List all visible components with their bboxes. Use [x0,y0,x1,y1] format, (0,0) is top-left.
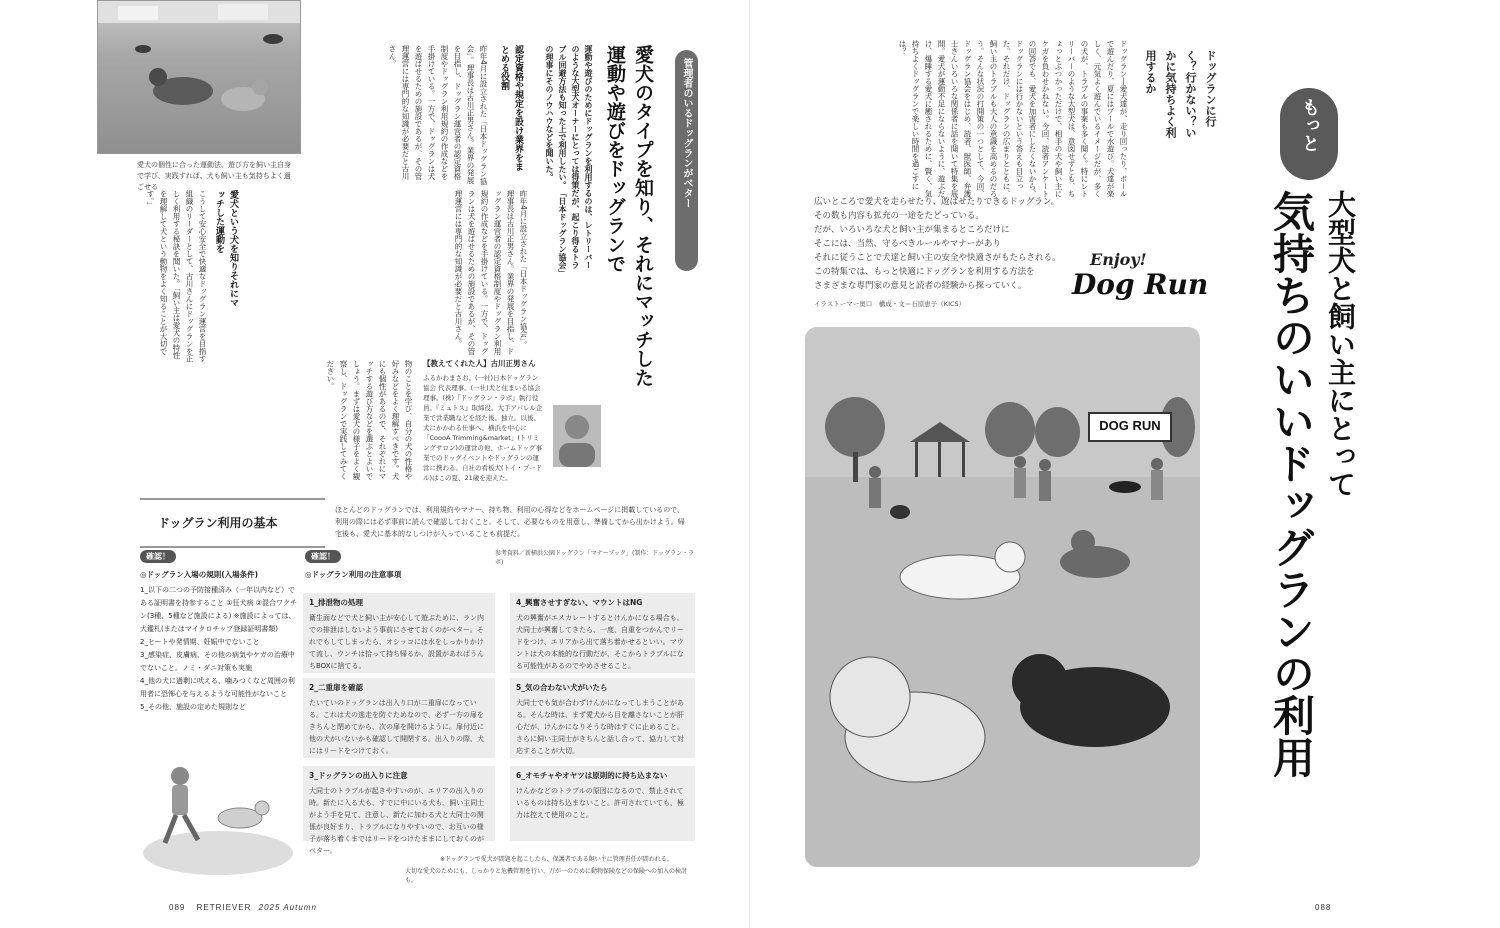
teaser: ドッグランに行く？行かない？いかに気持ちよく利用するか [1144,50,1217,138]
left-page-number: 089 [169,903,186,912]
motto-label: もっと [1299,98,1320,152]
left-folio [169,903,317,912]
dog-run-label: Dog Run [1072,268,1209,301]
section-tab: 管理者のいるドッグランがベター [675,50,698,271]
confirm-badge-rules: 確認！ [140,550,176,563]
basics-intro: ほとんどのドッグランでは、利用規約やマナー、持ち物、利用の心得などをホームページに掲載しているので、利用の際には必ず事前に読んで確認しておくこと。そして、必要なものを用意し、準備してから出かけよう。帰宅後も、愛犬に基本的なしつけが入っていることも前提だ。 [335,506,685,538]
notes-column [305,544,695,580]
intro-column: ドッグラン―愛犬達が、走り回ったり、ボールで遊んだり、夏にはプールで水遊び。犬達が楽しく、元気よく遊んでいるイメージだが、多くの犬が、トラブルの事案も多く聞く。特にレトリーバーのような大型犬は、意図せずとも、ちょっとぶつかっただけで、相手の犬や飼い主にケガを負わせかねない。今回、読者アンケートの回答でも、愛犬を加害者にしたくないから、ドッグランには行かないという答えも目立った。それだけ、ドッグランの広まりとともに、飼い主のトラブルも大人の意識を高めるのだろう。そんな状況の打開策の一つとして、今回、ドッグラン協会をはじめ、読者、獣医師、弁護士さんいろいろな関係者に話を聞いて特集を展開。愛犬が運動不足にならないように、遊ぶだけ、爆睡する愛犬に癒されるために、賢く、気持ちよくドッグランで楽しい時間を過ごすには？ [898,40,1128,198]
dogs-drawing [805,327,1200,867]
lead-line-7: さまざまな専門家の意見と読者の経験から探っていく。 [814,281,1027,291]
footnote-2: 大切な愛犬のためにも、しっかりと危機管理を行い、万が一のために動物保険などの保険への加入の検討も。 [405,868,688,884]
note-box-3 [303,766,495,855]
rules-column [140,544,300,714]
runner-with-dog-drawing [140,758,295,878]
section1-continued: 昨年4月に設立された「日本ドッグラン協会」。理事長は古川正男さん。業界の発展を目指し、ドッグラン運営者の認定資格制度やドッグラン利用規約の作成などを手掛けている。一方で、ドッグランは犬を遊ばせるための施設であるが、その管理運営には専門的な知識が必要だと古川さん。 [454,190,528,355]
notes-title: ◎ドッグラン利用の注意事項 [305,570,402,579]
profile-label: 【教えてくれた人】古川正男さん [423,359,536,368]
section2-body: こうして安心安全で快適なドッグラン運営を目指す組織のリーダーとして、古川さんにドッグランを正しく利用する秘訣を聞いた。「飼い主は愛犬の特性を理解して犬という動物をよく知ることが大切です。」 [146,190,207,363]
rules-title: ◎ドッグラン入場の規則(入場条件) [140,570,259,579]
profile-photo [553,405,601,467]
note-box-2 [303,678,495,758]
lead-line-1: 広いところで愛犬を走らせたり、遊ばせたりできるドッグラン。 [814,197,1060,207]
basics-title: ドッグラン利用の基本 [158,516,278,530]
note-box-4 [510,593,695,673]
lead-line-2: その数も内容も拡充の一途をたどっている。 [814,211,984,221]
basics-section [140,498,695,893]
main-heading-2: 運動や遊びをドッグランで [604,45,626,273]
lead-line-5: それに従うことで犬達と飼い主の安全や快適さがもたらされる。 [814,253,1061,263]
left-page [95,0,750,928]
runner-illustration [140,758,295,878]
note-6-body: けんかなどのトラブルの原因になるので、禁止されているものは持ち込まないこと。許可されていても、極力は控えて使用のこと。 [516,787,684,819]
intro-text: 運動や遊びのためにドッグランを利用するのは、レトリーバーのような大型犬オーナーにとっては得策だが、起こり得るトラブル回避方法も知った上で利用したい。「日本ドッグラン協会」の理事にそのノウハウなどを聞いた。 [545,45,593,273]
person-portrait [553,405,601,467]
lead-line-3: だが、いろいろな犬と飼い主が集まるところだけに [814,225,1010,235]
dogs-photo-drawing [98,1,300,153]
section2-heading: 愛犬という犬を知りそれにマッチした運動を [214,190,238,307]
profile-body: ふるかわまさお。(一社)日本ドッグラン協会 代表理事。(一社)犬と住まいる協会 理事。(株)『ドッグラン・ラボ』執行役員。『ミュトス』取締役。大手アパレル企業で営業職などを経た後、独立。以後、犬にかかわる仕事へ。横浜を中心に「CoooA Trimming&market」(トリミングサロン)の運営の他、ホームドッグ事業でのドッグイベントやドッグランの運営に携わる。自社の看板犬(トイ・プードル)はこの夏、21歳を迎えた。 [423,374,543,482]
note-3-title: 3_ドッグランの出入りに注意 [309,771,408,780]
footnote-1: ※ドッグランで愛犬が問題を起こしたら、保護者である飼い主に管理責任が問われる。 [440,856,673,863]
note-2-title: 2_二重扉を確認 [309,683,363,692]
note-box-5 [510,678,695,758]
magazine-name: RETRIEVER [196,903,252,912]
note-6-title: 6_オモチャやオヤツは原則的に持ち込まない [516,771,668,780]
credit: イラストーマー奥口 構成・文＝石原恵子（KICS） [814,300,966,308]
basics-source: 参考資料／新横浜公園ドッグラン「マナーブック」(制作：ドッグラン・ラボ) [495,550,695,566]
rule-1: 1_以下の二つの予防接種済み（一年以内など）である証明書を持参すること ①狂犬病 ②混合ワクチン(3種、5種など施設による) ※施設によっては、犬鑑札(またはマイクロチップ登録証明書類) [140,586,298,633]
section1-heading: 認定資格や規定を設け業界をまとめる役割 [499,45,523,171]
note-3-body: 大同士のトラブルが起きやすいのが、エリアの出入りの時。新たに入る犬も、すでに中にいる犬も、飼い主同士がよう手を見て、注意し、新たに加わる犬と大同士の関係が良好まり、トラブルになりやすいので、お互いの様子が落ち着くまではリードをつけたままにしておくのがベター。 [309,787,485,855]
rule-2: 2_ヒートや発情期、妊娠中でないこと [140,638,260,646]
note-1-title: 1_排泄物の処理 [309,598,363,607]
lead-block [814,195,1074,311]
title-2: 気持ちのいいドッグランの利用 [1267,190,1316,778]
rule-3: 3_感染症、皮膚病、その他の病気やケガの治療中でないこと。ノミ・ダニ対策も実施 [140,651,295,672]
section1-body: 昨年4月に設立された「日本ドッグラン協会」。理事長は古川正男さん。業界の発展を目指し、ドッグラン運営者の認定資格制度やドッグラン利用規約の作成などを手掛けている。一方で、ドッグランは犬を遊ばせるための施設であるが、その管理運営には専門的な知識が必要だと古川さん。 [388,45,488,185]
note-4-title: 4_興奮させすぎない、マウントはNG [516,598,643,607]
note-1-body: 衛生面などで犬と飼い主が安心して遊ぶために、ラン内での排泄はしないよう事前にさせておくのがベター。それでもしてしまったら、オシッコには水をしっかりかけて流し、ウンチは拾って持ち帰るか、設置があればうんちBOXに捨てる。 [309,614,484,670]
rule-4: 4_他の犬に過剰に吠える、噛みつくなど周囲の利用者に恐怖心を与えるような可能性がないこと [140,677,295,698]
main-heading-1: 愛犬のタイプを知り、それにマッチした [632,45,654,387]
lead-line-6: この特集では、もっと快適にドッグランを利用する方法を [814,267,1035,277]
confirm-badge-notes: 確認！ [305,550,341,563]
note-4-body: 犬の興奮がエスカレートするとけんかになる場合も。犬同士が興奮してきたら、一度、自重をつかんでリードをつけ、エリアから出て落ち着かせるといい。マウントは犬の本能的な行動だが、そこからトラブルになる可能性があるのでやめさせること。 [516,614,684,670]
photo-caption: 愛犬の個性に合った運動法、遊び方を飼い主自身で学び、実践すれば、犬も飼い主も気持ちよく過ごせる [137,161,291,191]
dog-run-sign: DOG RUN [1088,412,1172,442]
rule-5: 5_その他、施設の定めた規則など [140,703,246,711]
note-5-title: 5_気の合わない犬がいたら [516,683,608,692]
right-folio: 088 [1315,903,1332,912]
enjoy-label: Enjoy! [1090,250,1147,269]
column-body: 物のことを学び、自分の犬の性格や好みなどをよく理解すべきです。犬にも個性があるので、それぞれにマッチする遊び方などを選ぶとよいでしょう。まずは愛犬の様子をよく観察し、ドッグランで実践してみてください。 [326,360,413,480]
basics-title-bar [140,498,325,548]
dog-run-illustration [805,327,1200,867]
note-2-body: たいていのドッグランは出入り口が二重扉になっている。これは犬の逃走を防ぐためなので、必ず一方の扉をきちんと閉めてから、次の扉を開けるように。扉付近に他の犬がいないかも確認して開閉する。出入りの際、犬にはリードをつけておく。 [309,699,484,755]
title-1: 大型犬と飼い主にとって [1324,190,1357,498]
note-box-1 [303,593,495,673]
lead-line-4: そこには、当然、守るべきルールやマナーがあり [814,239,1001,249]
dogs-photo [97,0,301,154]
note-5-body: 大同士でも気が合わずけんかになってしまうことがある。そんな時は、まず愛犬から目を離さないことが肝心だが、けんかになりそうな時はすぐに止めること。さらに飼い主同士がきちんと話し合って、協力して対応することが大切。 [516,699,684,755]
motto-bubble [1280,88,1338,180]
issue-label: 2025 Autumn [258,903,317,912]
note-box-6 [510,766,695,841]
